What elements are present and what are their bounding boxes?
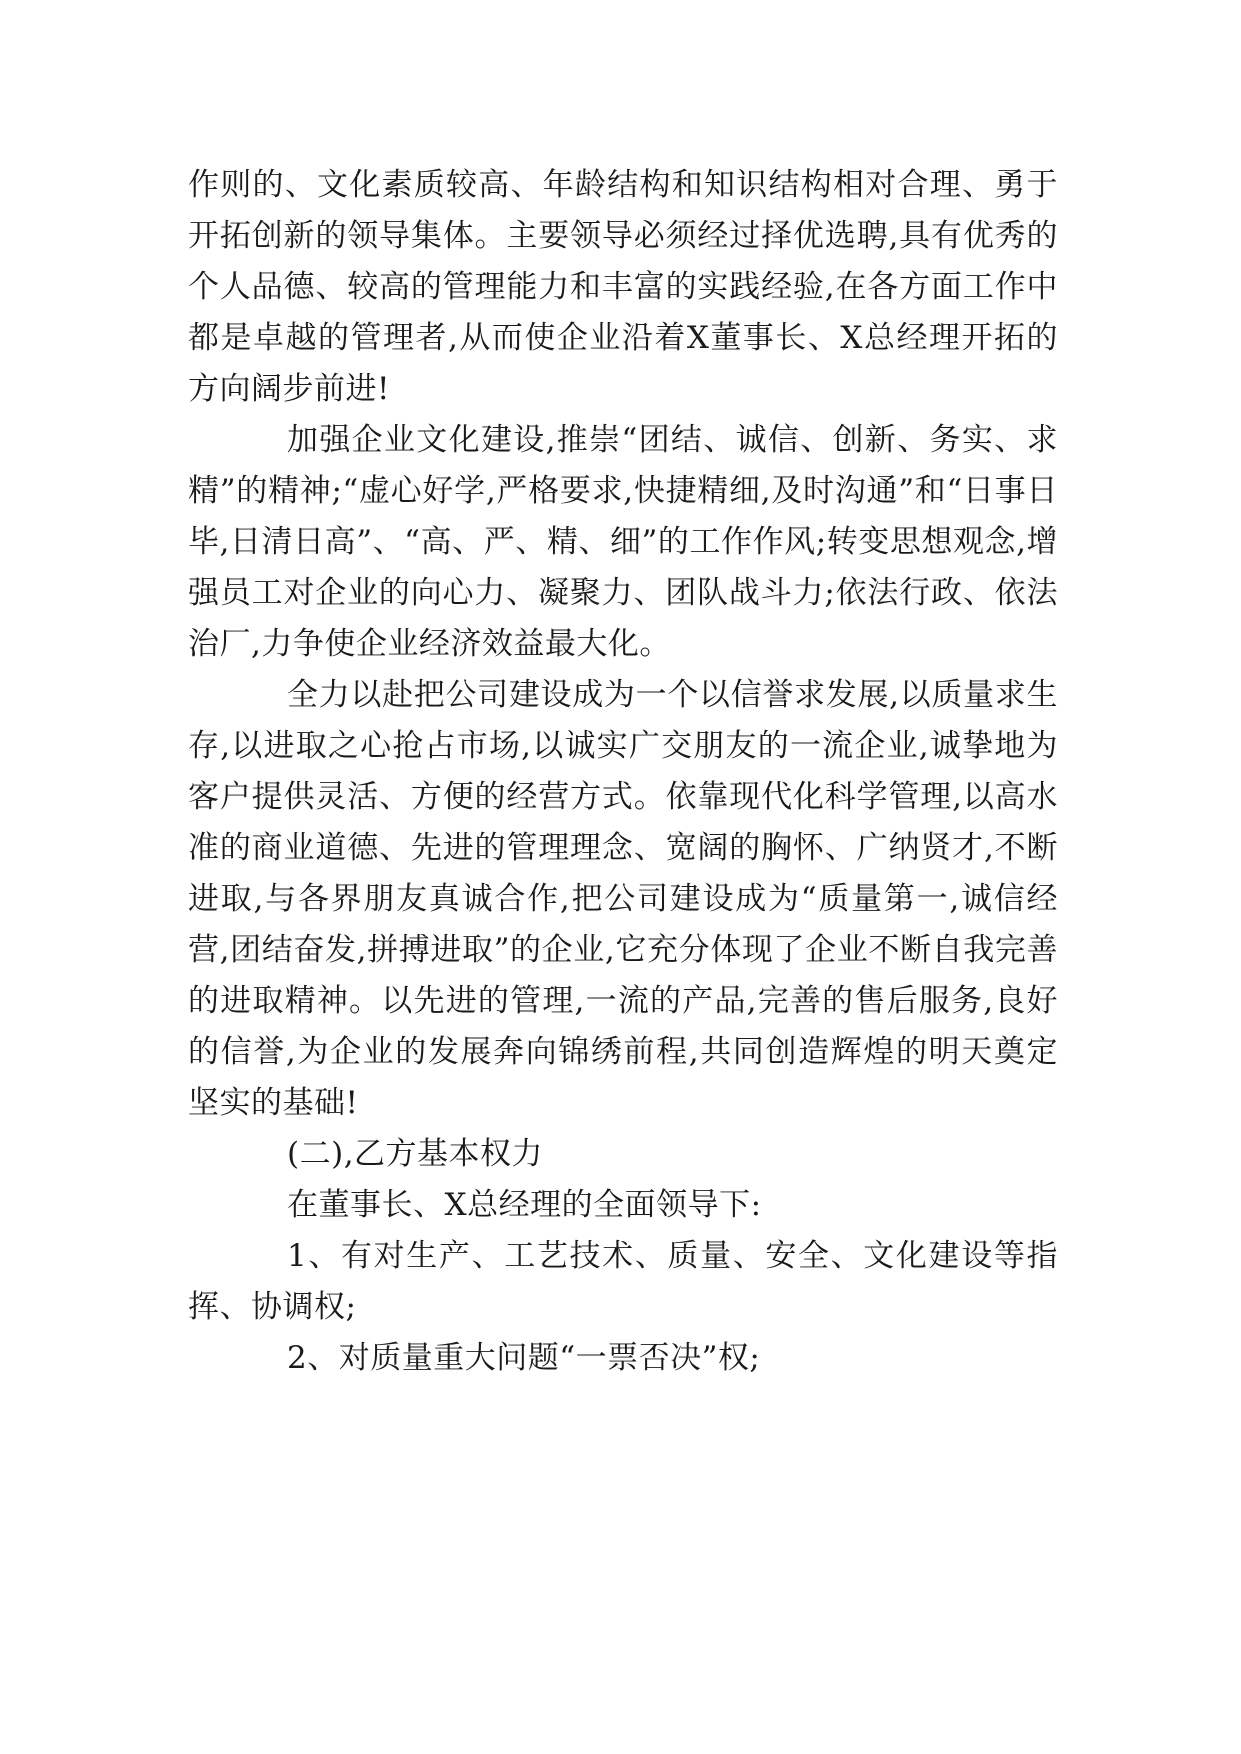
document-body	[188, 160, 1058, 1384]
list-item-right-1: 1、有对生产、工艺技术、质量、安全、文化建设等指挥、协调权;	[188, 1238, 1058, 1325]
paragraph-leadership: 作则的、文化素质较高、年龄结构和知识结构相对合理、勇于开拓创新的领导集体。主要领导必须经过择优选聘,具有优秀的个人品德、较高的管理能力和丰富的实践经验,在各方面工作中都是卓越的管理者,从而使企业沿着X董事长、X总经理开拓的方向阔步前进!	[188, 167, 1058, 407]
section-heading-basic-rights: (二),乙方基本权力	[287, 1136, 544, 1172]
list-item-right-2: 2、对质量重大问题“一票否决”权;	[287, 1340, 761, 1376]
paragraph-company-goals: 全力以赴把公司建设成为一个以信誉求发展,以质量求生存,以进取之心抢占市场,以诚实广交朋友的一流企业,诚挚地为客户提供灵活、方便的经营方式。依靠现代化科学管理,以高水准的商业道德、先进的管理理念、宽阔的胸怀、广纳贤才,不断进取,与各界朋友真诚合作,把公司建设成为“质量第一,诚信经营,团结奋发,拼搏进取”的企业,它充分体现了企业不断自我完善的进取精神。以先进的管理,一流的产品,完善的售后服务,良好的信誉,为企业的发展奔向锦绣前程,共同创造辉煌的明天奠定坚实的基础!	[188, 677, 1058, 1121]
paragraph-culture: 加强企业文化建设,推崇“团结、诚信、创新、务实、求精”的精神;“虚心好学,严格要求,快捷精细,及时沟通”和“日事日毕,日清日高”、“高、严、精、细”的工作作风;转变思想观念,增强员工对企业的向心力、凝聚力、团队战斗力;依法行政、依法治厂,力争使企业经济效益最大化。	[188, 422, 1058, 662]
paragraph-leadership-note: 在董事长、X总经理的全面领导下:	[287, 1187, 762, 1223]
